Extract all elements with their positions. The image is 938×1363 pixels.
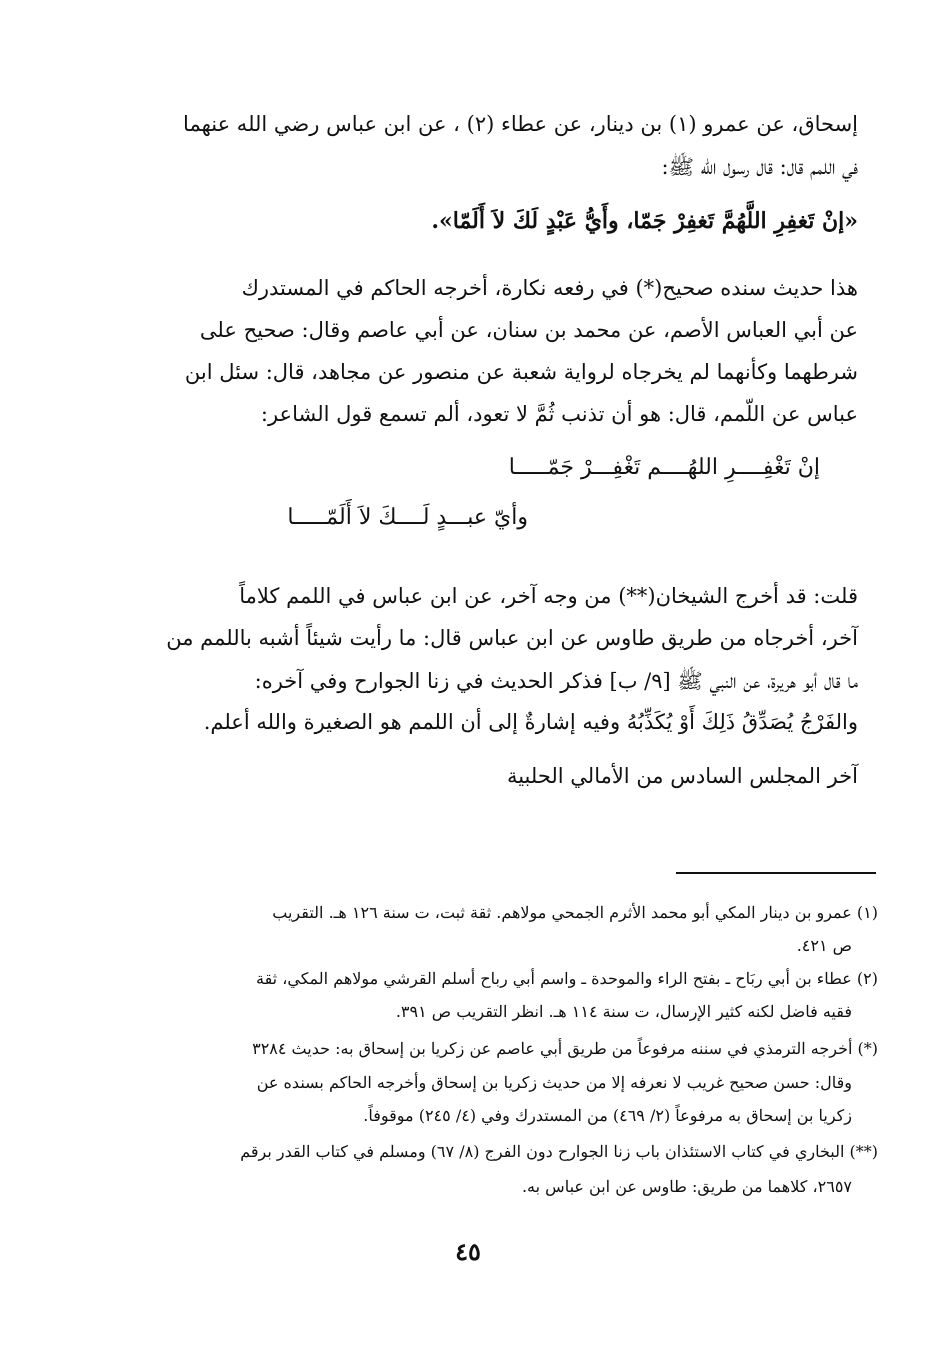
comment-line-3: ما قال أبو هريرة، عن النبي ﷺ [٩/ ب] فذكر الحديث في زنا الجوارح وفي آخره: xyxy=(254,669,858,693)
comment-line-2: آخر، أخرجاه من طريق طاوس عن ابن عباس قال: ما رأيت شيئاً أشبه باللمم من xyxy=(166,626,858,650)
grading-line-3: شرطهما وكأنهما لم يخرجاه لرواية شعبة عن منصور عن مجاهد، قال: سئل ابن xyxy=(184,360,858,384)
comment-line-1: قلت: قد أخرج الشيخان(**) من وجه آخر، عن ابن عباس في اللمم كلاماً xyxy=(239,584,858,608)
footnote-3-line-1: (*) أخرجه الترمذي في سننه مرفوعاً من طريق أبي عاصم عن زكريا بن إسحاق به: حديث ٣٢٨٤ xyxy=(252,1039,878,1058)
isnad-line-2: في اللمم قال: قال رسول الله ﷺ: xyxy=(661,155,858,179)
session-closing: آخر المجلس السادس من الأمالي الحلبية xyxy=(506,764,858,788)
footnote-1-line-1: (١) عمرو بن دينار المكي أبو محمد الأثرم الجمحي مولاهم. ثقة ثبت، ت سنة ١٢٦ هـ. التقريب xyxy=(272,903,878,922)
hadith-text: «إنْ تَغفِرِ اللَّهُمَّ تَغفِرْ جَمّا، وأَيُّ عَبْدٍ لَكَ لاَ أَلَمّا». xyxy=(431,208,858,234)
footnote-separator xyxy=(676,872,876,874)
comment-line-4: والفَرْجُ يُصَدِّقُ ذَلِكَ أَوْ يُكَذِّبُهُ وفيه إشارةٌ إلى أن اللمم هو الصغيرة والله أعلم. xyxy=(203,710,858,734)
grading-line-4: عباس عن اللّمم، قال: هو أن تذنب ثُمَّ لا تعود، ألم تسمع قول الشاعر: xyxy=(260,402,858,426)
footnote-1-line-2: ص ٤٢١. xyxy=(796,936,852,955)
footnote-4-line-2: ٢٦٥٧، كلاهما من طريق: طاوس عن ابن عباس به. xyxy=(521,1177,852,1196)
footnote-3-line-2: وقال: حسن صحيح غريب لا نعرفه إلا من حديث زكريا بن إسحاق وأخرجه الحاكم بسنده عن xyxy=(256,1073,852,1092)
grading-line-2: عن أبي العباس الأصم، عن محمد بن سنان، عن أبي عاصم وقال: صحيح على xyxy=(199,318,858,342)
isnad-line-1: إسحاق، عن عمرو (١) بن دينار، عن عطاء (٢) ، عن ابن عباس رضي الله عنهما xyxy=(183,112,858,136)
poem-hemistich-2: وأيّ عبـــدٍ لَــــكَ لاَ أَلَمّـــــا xyxy=(287,505,528,530)
poem-hemistich-1: إنْ تَغْفِــــرِ اللهُــــم تَغْفِـــرْ جَمّـــــا xyxy=(508,455,820,480)
footnote-4-line-1: (**) البخاري في كتاب الاستئذان باب زنا الجوارح دون الفرج (٨/ ٦٧) ومسلم في كتاب القدر برقم xyxy=(240,1142,878,1161)
footnote-2-line-1: (٢) عطاء بن أبي ربَاح ـ بفتح الراء والموحدة ـ واسم أبي رباح أسلم القرشي مولاهم المكي، ثقة xyxy=(256,969,878,988)
grading-line-1: هذا حديث سنده صحيح(*) في رفعه نكارة، أخرجه الحاكم في المستدرك xyxy=(241,276,858,300)
footnote-2-line-2: فقيه فاضل لكنه كثير الإرسال، ت سنة ١١٤ هـ. انظر التقريب ص ٣٩١. xyxy=(395,1002,852,1021)
page-number: ٤٥ xyxy=(455,1237,481,1266)
footnote-3-line-3: زكريا بن إسحاق به مرفوعاً (٢/ ٤٦٩) من المستدرك وفي (٤/ ٢٤٥) موقوفاً. xyxy=(363,1106,852,1125)
